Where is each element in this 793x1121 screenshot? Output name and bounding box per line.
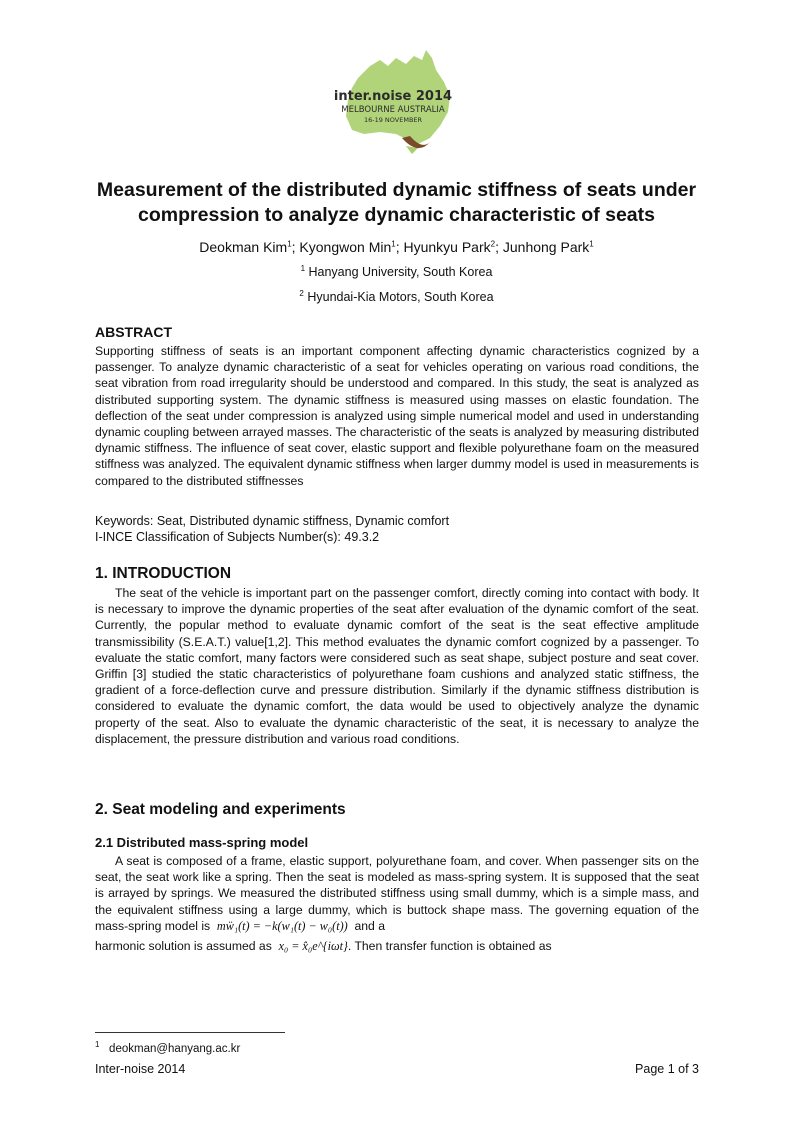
footnote-email: deokman@hanyang.ac.kr	[109, 1042, 241, 1055]
author-affiliation-mark: 2	[490, 239, 496, 249]
section-2-1-heading: 2.1 Distributed mass-spring model	[95, 835, 309, 850]
logo-line1: inter.noise 2014	[333, 89, 453, 104]
section-2-1-text: A seat is composed of a frame, elastic support, polyurethane foam, and cover. When passenger sits on the seat, the seat work like a spring. Then the seat is modeled as mass-spring system. It is supposed that the seat is arrayed by springs. We measured the distributed stiffness using small dummy, which is a simple mass, and the equivalent stiffness using a large dummy, which is buttock shape mass. The governing equation of the mass-spring model is mẅ₁(t) = −k(w₁(t) − w₀(t)) and a	[95, 854, 699, 933]
logo-line2: MELBOURNE AUSTRALIA	[341, 105, 445, 115]
author-affiliation-mark: 1	[589, 239, 594, 249]
section-2-heading: 2. Seat modeling and experiments	[95, 801, 346, 818]
abstract-body	[95, 343, 699, 489]
footnote	[95, 1040, 240, 1055]
affiliation-1: $^1$ Hanyang University, South Korea	[300, 264, 493, 280]
author-name: Junhong Park	[502, 239, 590, 255]
footer-conference: Inter-noise 2014	[95, 1062, 186, 1076]
author-affiliation-mark: 1	[287, 239, 292, 249]
logo-line3: 16-19 NOVEMBER	[363, 116, 423, 124]
harmonic-equation: x₀ = x̂₀e^{iωt}	[278, 939, 348, 954]
section-2-1-body	[95, 853, 699, 954]
section-1-text: The seat of the vehicle is important part on the passenger comfort, directly coming into contact with body. It is necessary to improve the dynamic properties of the seat after evaluation of the dynamic comfort of the seat. Currently, the popular method to evaluate dynamic comfort of the seat is the seat effective amplitude transmissibility (S.E.A.T.) value[1,2]. This method evaluates the dynamic comfort cognized by a passenger. To evaluate the static comfort, many factors were considered such as seat shape, subject posture and seat cover. Griffin [3] studied the static characteristics of polyurethane foam cushions and analyzed static stiffness, the gradient of a force-deflection curve and pressure distribution. Similarly if the dynamic stiffness distribution is considered to evaluate the dynamic comfort, the data would be used to objectively analyze the dynamic property of the seat. Also to evaluate the dynamic characteristic of the seat, it is necessary to analyze the displacement, the pressure distribution and various road conditions.	[95, 586, 699, 746]
abstract-text: Supporting stiffness of seats is an important component affecting dynamic characteristics cognized by a passenger. To analyze dynamic characteristic of a seat for vehicles operating on various road conditions, the seat vibration from road irregularity should be understood and compared. In this study, the seat is analyzed as distributed supporting system. The dynamic stiffness is measured using masses on elastic foundation. The deflection of the seat under compression is analyzed using simple numerical model and used in understanding dynamic coupling between arrayed masses. The characteristic of the seats is analyzed by measuring distributed dynamic stiffness. The influence of seat cover, elastic support and flexible polyurethane foam on the measured stiffness was analyzed. The equivalent dynamic stiffness when larger dummy model is used in measurements is compared to the distributed stiffnesses	[95, 344, 699, 488]
classification: I-INCE Classification of Subjects Number(s): 49.3.2	[95, 530, 380, 544]
footer-page-number: Page 1 of 3	[635, 1062, 699, 1076]
section-1-heading: 1. INTRODUCTION	[95, 565, 232, 582]
author-name: Hyunkyu Park	[403, 239, 491, 255]
governing-equation: mẅ₁(t) = −k(w₁(t) − w₀(t))	[216, 918, 348, 933]
affiliation-2: $^2$ Hyundai-Kia Motors, South Korea	[299, 289, 494, 305]
footnote-rule	[95, 1032, 285, 1033]
section-1-body	[95, 585, 699, 747]
author-list: Deokman Kim$^1$; Kyongwon Min$^1$; Hyunkyu Park$^2$; Junhong Park$^1$	[199, 239, 594, 255]
author-affiliation-mark: 1	[391, 239, 396, 249]
abstract-heading: ABSTRACT	[95, 324, 172, 340]
author-name: Deokman Kim	[199, 239, 288, 255]
title-line-1: Measurement of the distributed dynamic stiffness of seats under	[96, 179, 697, 201]
conference-logo	[318, 38, 468, 163]
title-line-2: compression to analyze dynamic characteristic of seats	[138, 204, 655, 226]
keywords: Keywords: Seat, Distributed dynamic stiffness, Dynamic comfort	[95, 514, 450, 528]
footnote-mark: 1	[95, 1040, 100, 1049]
harmonic-solution-line: harmonic solution is assumed as x₀ = x̂₀e^{iωt}. Then transfer function is obtained as	[95, 939, 552, 954]
author-name: Kyongwon Min	[299, 239, 392, 255]
paper-title	[60, 178, 733, 228]
